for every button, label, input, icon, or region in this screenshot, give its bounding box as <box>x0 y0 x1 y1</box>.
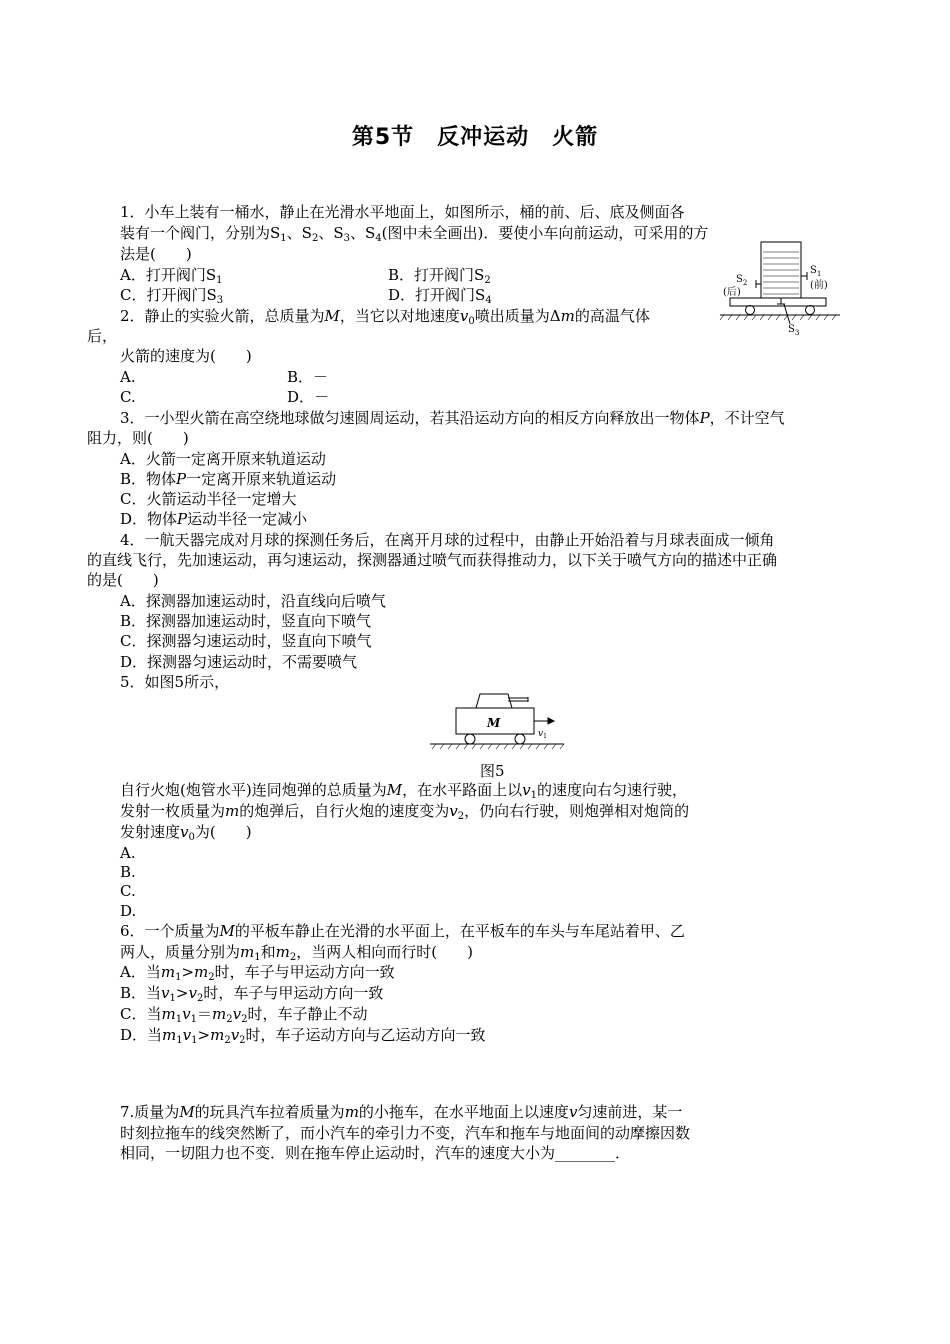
q4-option-b: B．探测器加速运动时，竖直向下喷气 <box>120 612 372 630</box>
q6-option-d: D．当$m_1v_1>m_2v_2$时，车子运动方向与乙运动方向一致 <box>120 1026 486 1046</box>
q1-stem-line-2: 装有一个阀门，分别为$S_1$、$S_2$、$S_3$、$S_4$(图中未全画出)．要使小车向前运动，可采用的方 <box>120 224 709 244</box>
q3-stem-line-2: 阻力，则( ) <box>87 429 189 447</box>
q5-stem-line-2: 发射一枚质量为m的炮弹后，自行火炮的速度变为$v_2$，仍向右行驶，则炮弹相对炮筒的 <box>120 802 690 822</box>
q2-option-a: A. <box>120 368 136 386</box>
fig-label-mass: M <box>487 716 501 730</box>
q3-option-c: C．火箭运动半径一定增大 <box>120 490 297 508</box>
fig-label-velocity: $v_1$ <box>538 729 547 740</box>
q1-option-b: B．打开阀门$S_2$ <box>388 266 491 286</box>
cart-bucket-figure <box>718 240 843 335</box>
fig-label-back: (后) <box>723 287 741 298</box>
page-title: 第5节 反冲运动 火箭 <box>351 125 599 150</box>
q6-stem-line-1: 6．一个质量为M的平板车静止在光滑的水平面上，在平板车的车头与车尾站着甲、乙 <box>120 922 685 940</box>
q6-stem-line-2: 两人，质量分别为$m_1$和$m_2$，当两人相向而行时( ) <box>120 943 473 963</box>
q1-option-c: C．打开阀门$S_3$ <box>120 286 224 306</box>
q4-option-a: A．探测器加速运动时，沿直线向后喷气 <box>120 592 386 610</box>
q7-stem-line-1: 7.质量为M的玩具汽车拉着质量为m的小拖车，在水平地面上以速度v匀速前进，某一 <box>120 1103 683 1121</box>
q2-option-b: B．－ <box>287 368 329 386</box>
q1-option-a: A．打开阀门$S_1$ <box>120 266 223 286</box>
q1-stem-line-1: 1．小车上装有一桶水，静止在光滑水平地面上，如图所示，桶的前、后、底及侧面各 <box>120 203 685 221</box>
q2-option-c: C. <box>120 388 136 406</box>
q5-stem-line-1: 自行火炮(炮管水平)连同炮弹的总质量为M，在水平路面上以$v_1$的速度向右匀速行驶， <box>120 781 687 801</box>
q3-option-b: B．物体P一定离开原来轨道运动 <box>120 470 337 488</box>
gun-wheel-right-shape <box>515 734 525 744</box>
q5-stem-line-3: 发射速度$v_0$为( ) <box>120 823 252 843</box>
cart-body-shape <box>730 298 826 306</box>
fig-label-s3: $S_3$ <box>788 324 800 335</box>
fig-label-front: (前) <box>810 280 828 291</box>
q4-option-d: D．探测器匀速运动时，不需要喷气 <box>120 653 358 671</box>
q7-stem-line-2: 时刻拉拖车的线突然断了，而小汽车的牵引力不变，汽车和拖车与地面间的动摩擦因数 <box>120 1124 691 1142</box>
q3-option-a: A．火箭一定离开原来轨道运动 <box>120 450 326 468</box>
fig-label-s1: $S_1$ <box>810 265 822 278</box>
q2-stem-line-3: 火箭的速度为( ) <box>120 347 252 365</box>
q3-option-d: D．物体P运动半径一定减小 <box>120 510 308 528</box>
q1-option-d: D．打开阀门$S_4$ <box>388 286 492 306</box>
q4-option-c: C．探测器匀速运动时，竖直向下喷气 <box>120 632 372 650</box>
q5-option-b: B. <box>120 863 136 881</box>
wheel-left-shape <box>746 306 755 315</box>
q3-stem-line-1: 3．一小型火箭在高空绕地球做匀速圆周运动，若其沿运动方向的相反方向释放出一物体P，不计空气 <box>120 409 785 427</box>
q6-option-b: B．当$v_1>v_2$时，车子与甲运动方向一致 <box>120 984 384 1004</box>
q6-option-c: C．当$m_1v_1=m_2v_2$时，车子静止不动 <box>120 1005 368 1025</box>
fig-label-s2: $S_2$ <box>736 274 748 287</box>
q6-option-a: A．当$m_1>m_2$时，车子与甲运动方向一致 <box>120 963 395 983</box>
wheel-right-shape <box>806 306 815 315</box>
q7-stem-line-3: 相同，一切阻力也不变．则在拖车停止运动时，汽车的速度大小为________． <box>120 1144 631 1162</box>
q5-option-c: C. <box>120 882 136 900</box>
q5-option-a: A. <box>120 844 136 862</box>
q2-stem-line-2: 后， <box>87 327 118 345</box>
q5-stem-intro: 5．如图5所示， <box>120 673 230 691</box>
q2-option-d: D．－ <box>287 388 330 406</box>
q4-stem-line-2: 的直线飞行，先加速运动，再匀速运动，探测器通过喷气而获得推动力，以下关于喷气方向的描述中正确 <box>87 551 778 569</box>
gun-wheel-left-shape <box>465 734 475 744</box>
q1-stem-line-3: 法是( ) <box>120 245 192 263</box>
q2-stem-line-1: 2．静止的实验火箭，总质量为M，当它以对地速度$v_0$喷出质量为Δm的高温气体 <box>120 307 650 327</box>
self-propelled-gun-figure <box>428 686 568 752</box>
turret-shape <box>476 694 512 708</box>
figure-5-caption: 图5 <box>480 762 505 780</box>
q5-option-d: D. <box>120 902 137 920</box>
q4-stem-line-1: 4．一航天器完成对月球的探测任务后，在离开月球的过程中，由静止开始沿着与月球表面成一倾角 <box>120 531 775 549</box>
q4-stem-line-3: 的是( ) <box>87 571 159 589</box>
